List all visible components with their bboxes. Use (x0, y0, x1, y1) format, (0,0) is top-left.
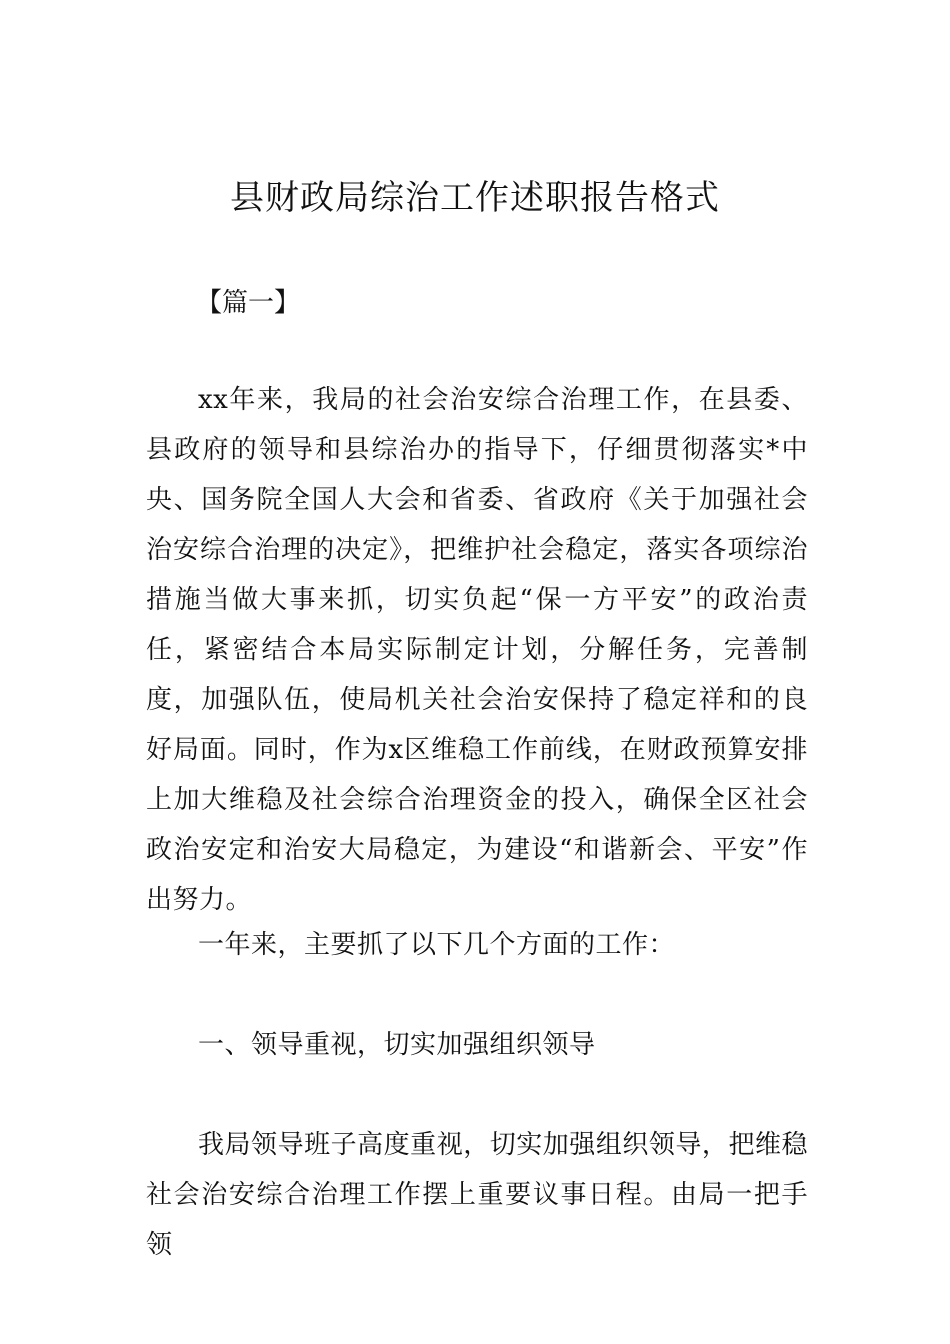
paragraph-summary: 一年来，主要抓了以下几个方面的工作： (198, 930, 676, 960)
document-title: 县财政局综治工作述职报告格式 (230, 178, 720, 218)
section-label: 【篇一】 (196, 288, 301, 318)
paragraph-leadership: 我局领导班子高度重视，切实加强组织领导，把维稳社会治安综合治理工作摆上重要议事日程。由局一把手领 (146, 1130, 808, 1260)
paragraph-heading-one: 一、领导重视，切实加强组织领导 (198, 1030, 596, 1060)
paragraph-intro: xx年来，我局的社会治安综合治理工作，在县委、县政府的领导和县综治办的指导下，仔细贯彻落实*中央、国务院全国人大会和省委、省政府《关于加强社会治安综合治理的决定》，把维护社会稳定，落实各项综治措施当做大事来抓，切实负起“保一方平安”的政治责任，紧密结合本局实际制定计划，分解任务，完善制度，加强队伍，使局机关社会治安保持了稳定祥和的良好局面。同时，作为x区维稳工作前线，在财政预算安排上加大维稳及社会综合治理资金的投入，确保全区社会政治安定和治安大局稳定，为建设“和谐新会、平安”作出努力。 (146, 385, 808, 915)
